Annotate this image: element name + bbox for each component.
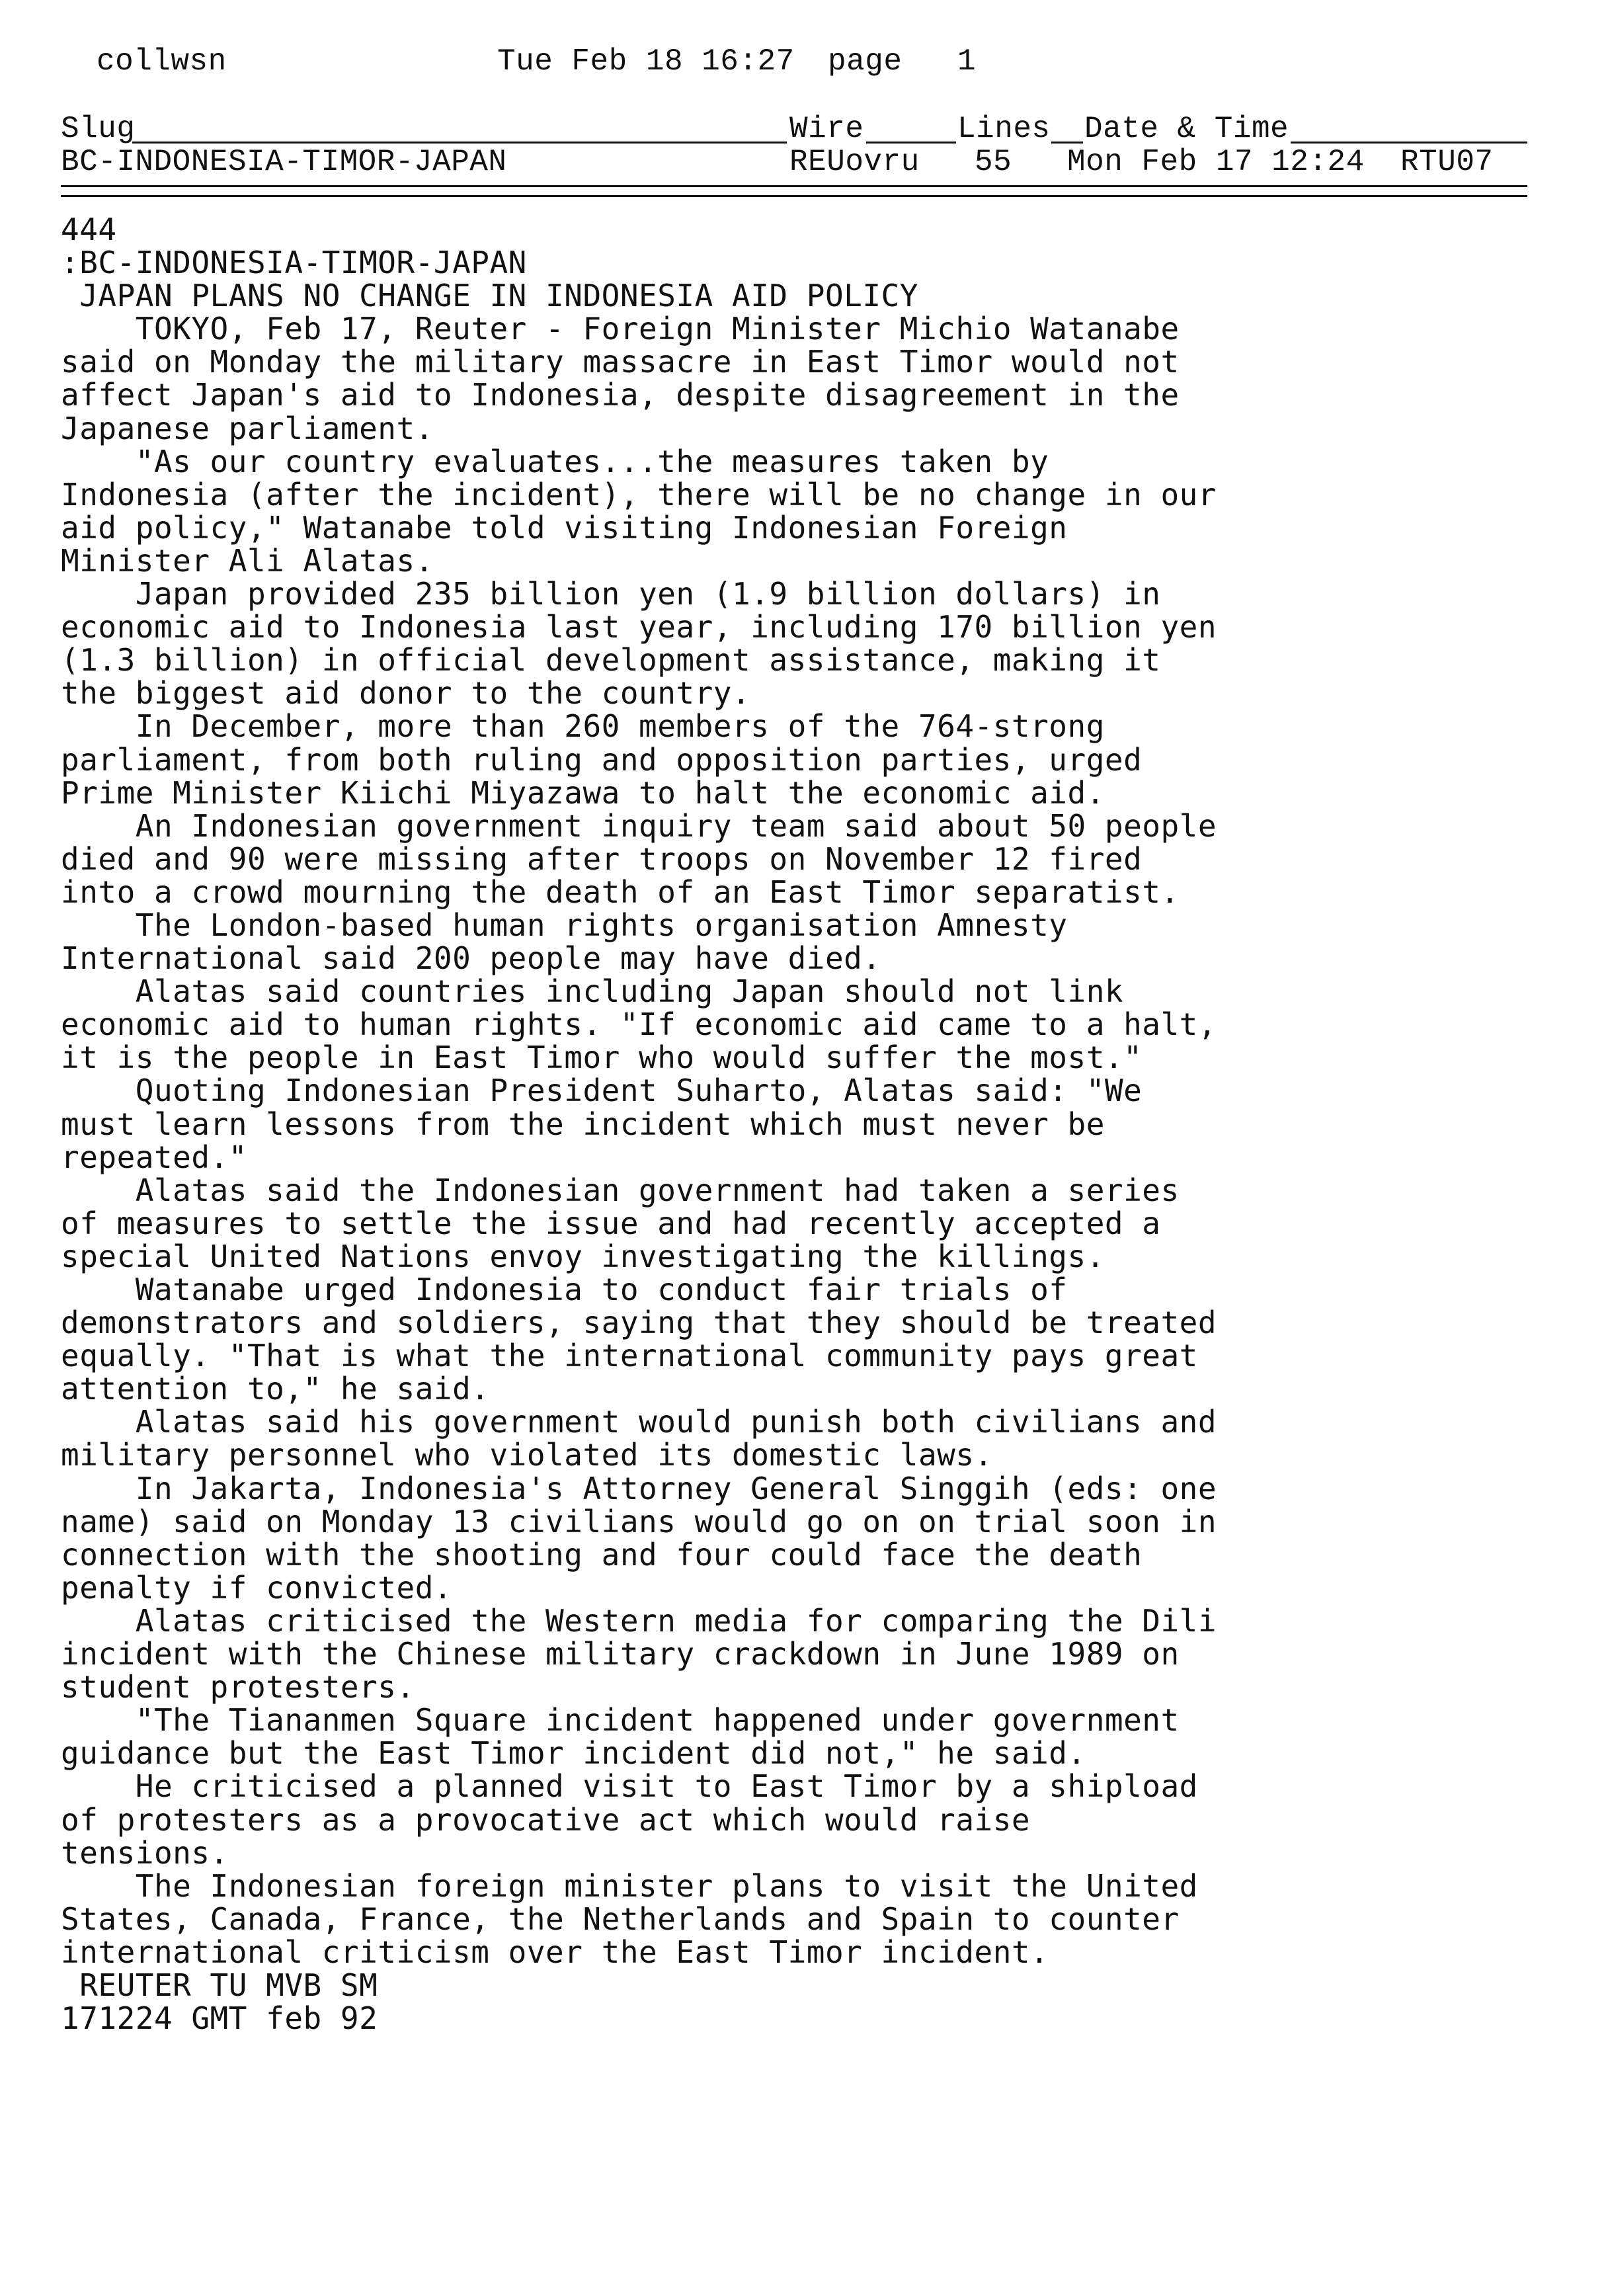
body-line: penalty if convicted. [61,1569,453,1606]
body-line: (1.3 billion) in official development assistance, making it [61,642,1161,678]
wire-underline [866,142,956,144]
body-line: aid policy," Watanabe told visiting Indonesian Foreign [61,509,1068,546]
body-line: Minister Ali Alatas. [61,542,434,579]
footer-credit: REUTER TU MVB SM [61,1967,378,2003]
record-datetime: Mon Feb 17 12:24 [1067,145,1365,179]
story-headline: JAPAN PLANS NO CHANGE IN INDONESIA AID POLICY [61,278,918,314]
slug-underline [132,142,787,144]
body-line: equally. "That is what the international community pays great [61,1338,1198,1374]
body-line: student protesters. [61,1669,415,1705]
body-line: said on Monday the military massacre in East Timor would not [61,344,1180,380]
body-line: of protesters as a provocative act which would raise [61,1801,1031,1838]
body-line: attention to," he said. [61,1371,490,1407]
wire-label: Wire [789,112,864,146]
record-slug: BC-INDONESIA-TIMOR-JAPAN [61,145,507,179]
body-line: In Jakarta, Indonesia's Attorney General Singgih (eds: one [61,1470,1217,1506]
body-line: economic aid to human rights. "If economic aid came to a halt, [61,1006,1217,1043]
body-line: An Indonesian government inquiry team said about 50 people [61,807,1217,844]
story-text [61,213,1357,2035]
record-code: RTU07 [1400,145,1494,179]
body-line: connection with the shooting and four could face the death [61,1536,1143,1573]
body-line: Alatas said the Indonesian government had taken a series [61,1172,1180,1208]
header-page-label: page [828,44,903,79]
body-line: Japan provided 235 billion yen (1.9 billion dollars) in [61,576,1161,612]
body-line: He criticised a planned visit to East Timor by a shipload [61,1768,1198,1805]
body-line: into a crowd mourning the death of an East Timor separatist. [61,874,1180,910]
body-line: The London-based human rights organisation Amnesty [61,907,1068,943]
body-line: it is the people in East Timor who would suffer the most." [61,1040,1143,1076]
body-line: TOKYO, Feb 17, Reuter - Foreign Minister Michio Watanabe [61,311,1180,347]
lines-label: Lines [957,112,1051,146]
body-line: Japanese parliament. [61,410,434,446]
body-line: died and 90 were missing after troops on November 12 fired [61,840,1143,877]
body-line: incident with the Chinese military crackdown in June 1989 on [61,1636,1180,1672]
body-line: must learn lessons from the incident which must never be [61,1106,1105,1142]
record-lines: 55 [975,145,1012,179]
body-line: Alatas said countries including Japan should not link [61,973,1124,1010]
header-page-number: 1 [957,44,977,79]
body-line: The Indonesian foreign minister plans to visit the United [61,1867,1198,1904]
body-line: name) said on Monday 13 civilians would go on on trial soon in [61,1503,1217,1539]
body-line: Quoting Indonesian President Suharto, Alatas said: "We [61,1073,1143,1109]
body-line: "As our country evaluates...the measures taken by [61,443,1049,479]
body-line: Prime Minister Kiichi Miyazawa to halt the economic aid. [61,774,1105,811]
body-line: tensions. [61,1834,229,1871]
datetime-underline [1291,142,1527,144]
record-wire: REUovru [789,145,920,179]
body-line: Indonesia (after the incident), there will be no change in our [61,476,1217,512]
body-line: Alatas criticised the Western media for comparing the Dili [61,1602,1217,1639]
separator-rule [61,185,1527,197]
body-line: repeated." [61,1139,247,1175]
story-slug-line: :BC-INDONESIA-TIMOR-JAPAN [61,245,527,281]
header-timestamp: Tue Feb 18 16:27 [497,44,795,79]
story-number: 444 [61,212,117,247]
body-line: guidance but the East Timor incident did not," he said. [61,1735,1086,1772]
header-user: collwsn [97,44,227,79]
body-line: Watanabe urged Indonesia to conduct fair trials of [61,1272,1068,1307]
body-line: International said 200 people may have died. [61,940,881,977]
body-line: the biggest aid donor to the country. [61,675,751,712]
body-line: military personnel who violated its domestic laws. [61,1437,993,1473]
body-line: Alatas said his government would punish both civilians and [61,1404,1217,1440]
slug-label: Slug [61,112,136,146]
body-line: parliament, from both ruling and opposition parties, urged [61,741,1143,778]
body-line: of measures to settle the issue and had recently accepted a [61,1205,1161,1241]
body-line: "The Tiananmen Square incident happened under government [61,1702,1180,1739]
body-line: special United Nations envoy investigating the killings. [61,1238,1105,1274]
body-line: international criticism over the East Timor incident. [61,1934,1049,1970]
body-line: affect Japan's aid to Indonesia, despite disagreement in the [61,377,1180,413]
body-line: States, Canada, France, the Netherlands and Spain to counter [61,1901,1180,1937]
datetime-label: Date & Time [1084,112,1289,146]
footer-time: 171224 GMT feb 92 [61,2000,378,2037]
lines-underline [1051,142,1083,144]
body-line: In December, more than 260 members of the 764-strong [61,708,1105,745]
body-line: economic aid to Indonesia last year, including 170 billion yen [61,609,1217,645]
body-line: demonstrators and soldiers, saying that they should be treated [61,1305,1217,1341]
